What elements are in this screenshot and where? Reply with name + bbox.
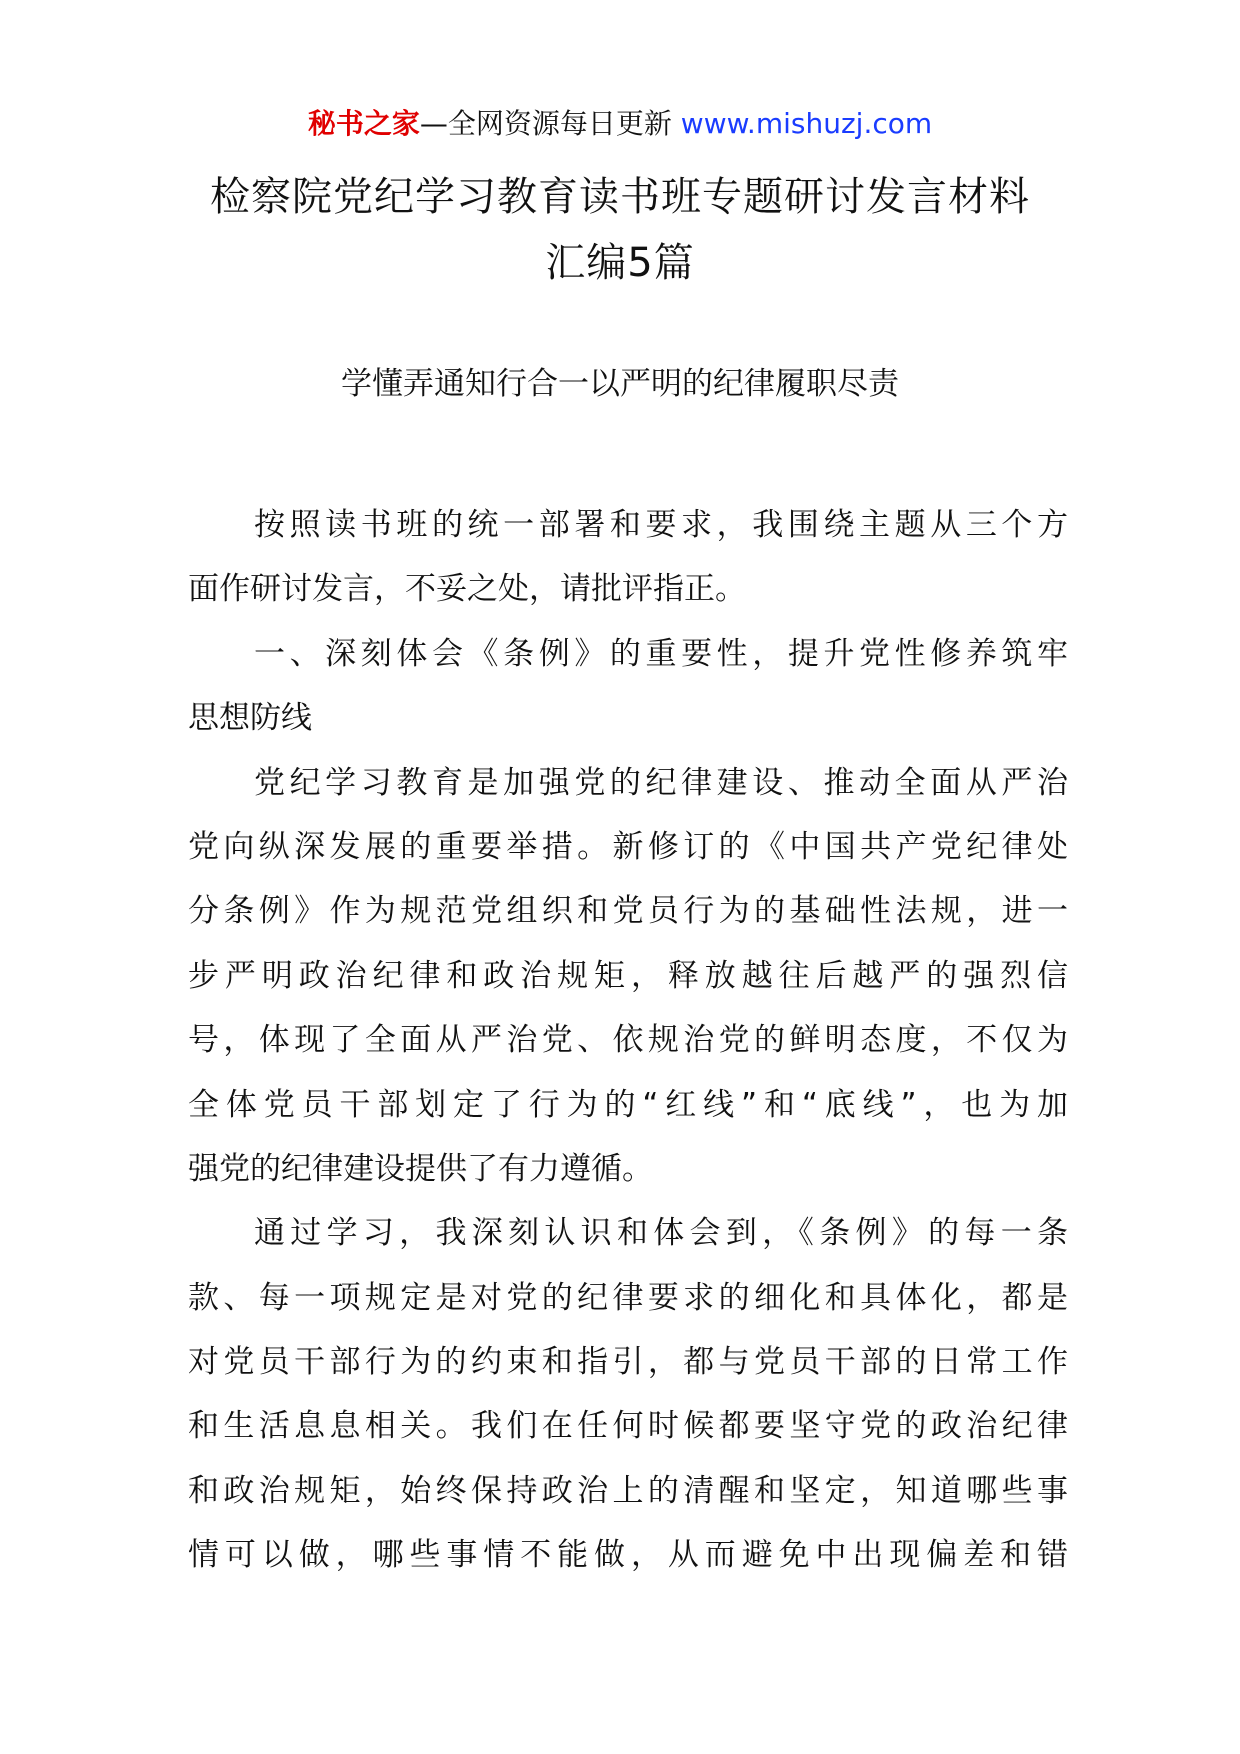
body-line: 面作研讨发言，不妥之处，请批评指正。 — [188, 571, 746, 608]
document-body — [188, 493, 1068, 1588]
body-line: 强党的纪律建设提供了有力遵循。 — [188, 1150, 653, 1187]
body-line: 步严明政治纪律和政治规矩，释放越往后越严的强烈信 — [188, 957, 1068, 994]
body-line: 按照读书班的统一部署和要求，我围绕主题从三个方 — [254, 507, 1068, 543]
title-line-2: 汇编5篇 — [545, 240, 695, 286]
document-subtitle: 学懂弄通知行合一以严明的纪律履职尽责 — [341, 366, 899, 402]
section-heading-line: 一、深刻体会《条例》的重要性，提升党性修养筑牢 — [254, 635, 1068, 672]
site-header — [0, 104, 1240, 144]
body-line: 和生活息息相关。我们在任何时候都要坚守党的政治纪律 — [188, 1408, 1068, 1445]
body-line: 款、每一项规定是对党的纪律要求的细化和具体化，都是 — [188, 1279, 1068, 1316]
body-line: 分条例》作为规范党组织和党员行为的基础性法规，进一 — [188, 893, 1068, 930]
body-line: 党纪学习教育是加强党的纪律建设、推动全面从严治 — [254, 764, 1068, 801]
document-title — [150, 164, 1090, 296]
section-heading-line: 思想防线 — [188, 700, 312, 737]
body-line: 和政治规矩，始终保持政治上的清醒和坚定，知道哪些事 — [188, 1472, 1068, 1509]
body-line: 对党员干部行为的约束和指引，都与党员干部的日常工作 — [188, 1344, 1068, 1381]
body-line: 全体党员干部划定了行为的“红线”和“底线”，也为加 — [188, 1086, 1068, 1123]
title-line-1: 检察院党纪学习教育读书班专题研讨发言材料 — [210, 174, 1030, 220]
body-line: 党向纵深发展的重要举措。新修订的《中国共产党纪律处 — [188, 828, 1068, 865]
body-line: 通过学习，我深刻认识和体会到，《条例》的每一条 — [254, 1215, 1068, 1252]
body-line: 情可以做，哪些事情不能做，从而避免中出现偏差和错 — [188, 1537, 1068, 1574]
site-url-link[interactable]: www.mishuzj.com — [680, 107, 933, 140]
body-line: 号，体现了全面从严治党、依规治党的鲜明态度，不仅为 — [188, 1022, 1068, 1059]
header-tagline: —全网资源每日更新 — [419, 107, 672, 140]
brand-name: 秘书之家 — [307, 107, 420, 140]
